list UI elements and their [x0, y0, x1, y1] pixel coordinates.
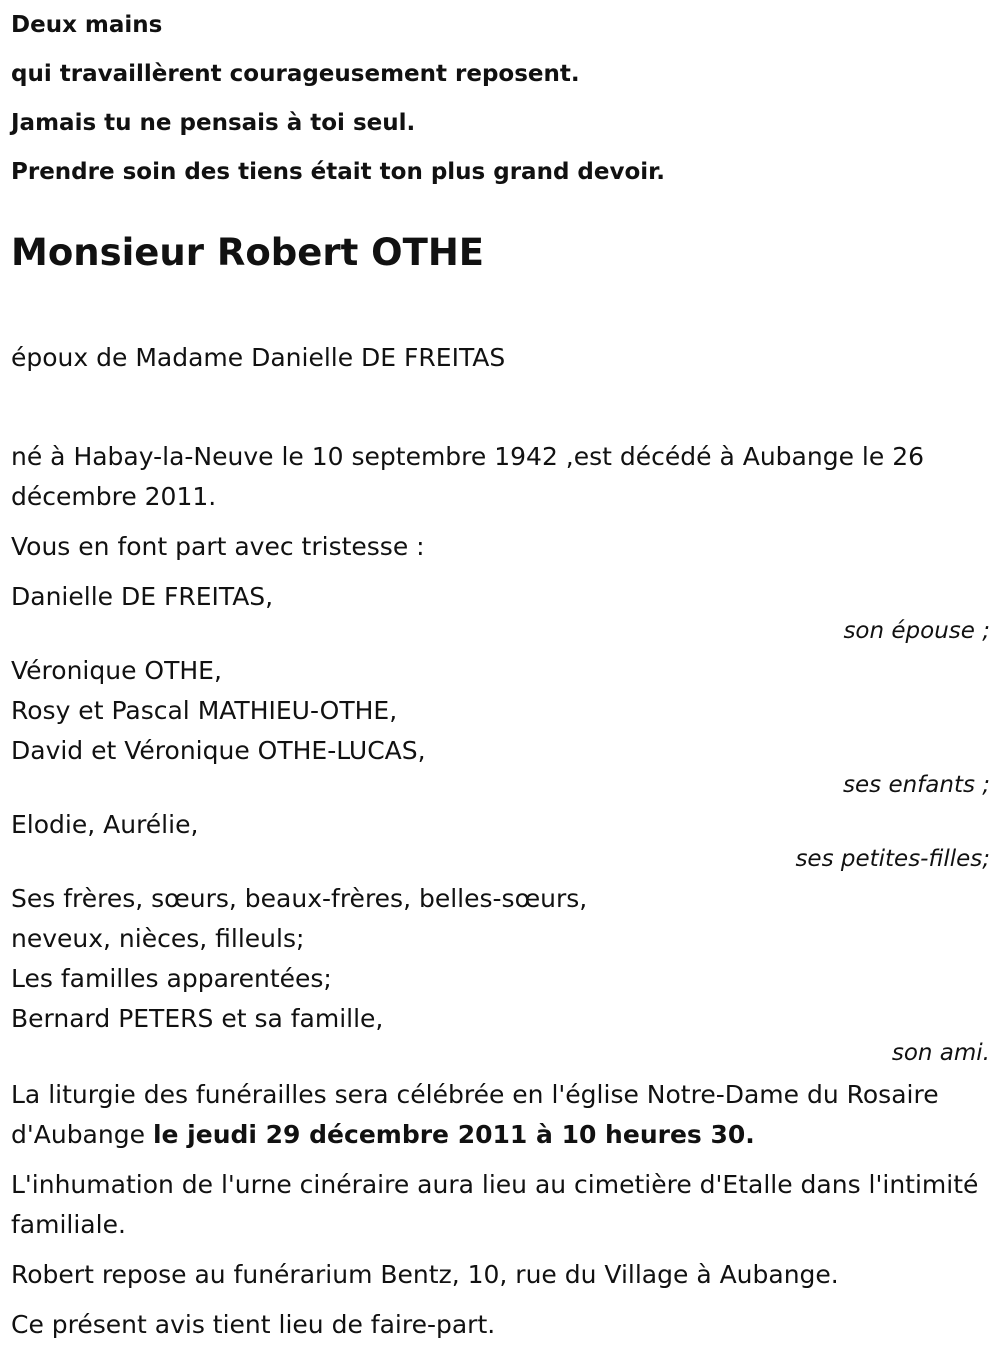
poem-line: qui travaillèrent courageusement reposent. [11, 61, 580, 87]
obituary-notice [11, 0, 991, 1345]
memorial-poem [11, 1, 991, 197]
family-role: son ami. [891, 1040, 990, 1066]
announce-intro: Vous en font part avec tristesse : [11, 532, 425, 561]
family-group-children [11, 651, 991, 799]
family-role: ses petites-filles; [795, 846, 990, 872]
family-group-spouse [11, 577, 991, 645]
funeral-text: La liturgie des funérailles sera célébrée en l'église Notre-Dame du Rosaire d'Aubange [11, 1080, 939, 1149]
family-member: Véronique OTHE, [11, 656, 222, 685]
poem-line: Deux mains [11, 12, 163, 38]
spouse-line: époux de Madame Danielle DE FREITAS [11, 343, 506, 372]
family-member: David et Véronique OTHE-LUCAS, [11, 736, 426, 765]
family-member: neveux, nièces, filleuls; [11, 924, 305, 953]
family-member: Les familles apparentées; [11, 964, 332, 993]
poem-line: Jamais tu ne pensais à toi seul. [11, 110, 416, 136]
family-member: Elodie, Aurélie, [11, 810, 199, 839]
family-member: Danielle DE FREITAS, [11, 582, 274, 611]
burial-line: L'inhumation de l'urne cinéraire aura lieu au cimetière d'Etalle dans l'intimité familiale. [11, 1170, 979, 1239]
funeral-announcement [11, 1075, 991, 1155]
closing-line: Ce présent avis tient lieu de faire-part. [11, 1310, 496, 1339]
family-member: Ses frères, sœurs, beaux-frères, belles-sœurs, [11, 884, 588, 913]
birth-death-line: né à Habay-la-Neuve le 10 septembre 1942 ,est décédé à Aubange le 26 décembre 2011. [11, 442, 925, 511]
family-group-others [11, 879, 991, 1067]
family-member: Rosy et Pascal MATHIEU-OTHE, [11, 696, 398, 725]
family-role: son épouse ; [843, 618, 990, 644]
repose-line: Robert repose au funérarium Bentz, 10, rue du Village à Aubange. [11, 1260, 839, 1289]
family-role: ses enfants ; [843, 772, 990, 798]
funeral-date-time: le jeudi 29 décembre 2011 à 10 heures 30. [152, 1120, 755, 1149]
family-member: Bernard PETERS et sa famille, [11, 1004, 384, 1033]
poem-line: Prendre soin des tiens était ton plus grand devoir. [11, 159, 665, 185]
deceased-name: Monsieur Robert OTHE [11, 231, 485, 274]
family-group-grandchildren [11, 805, 991, 873]
